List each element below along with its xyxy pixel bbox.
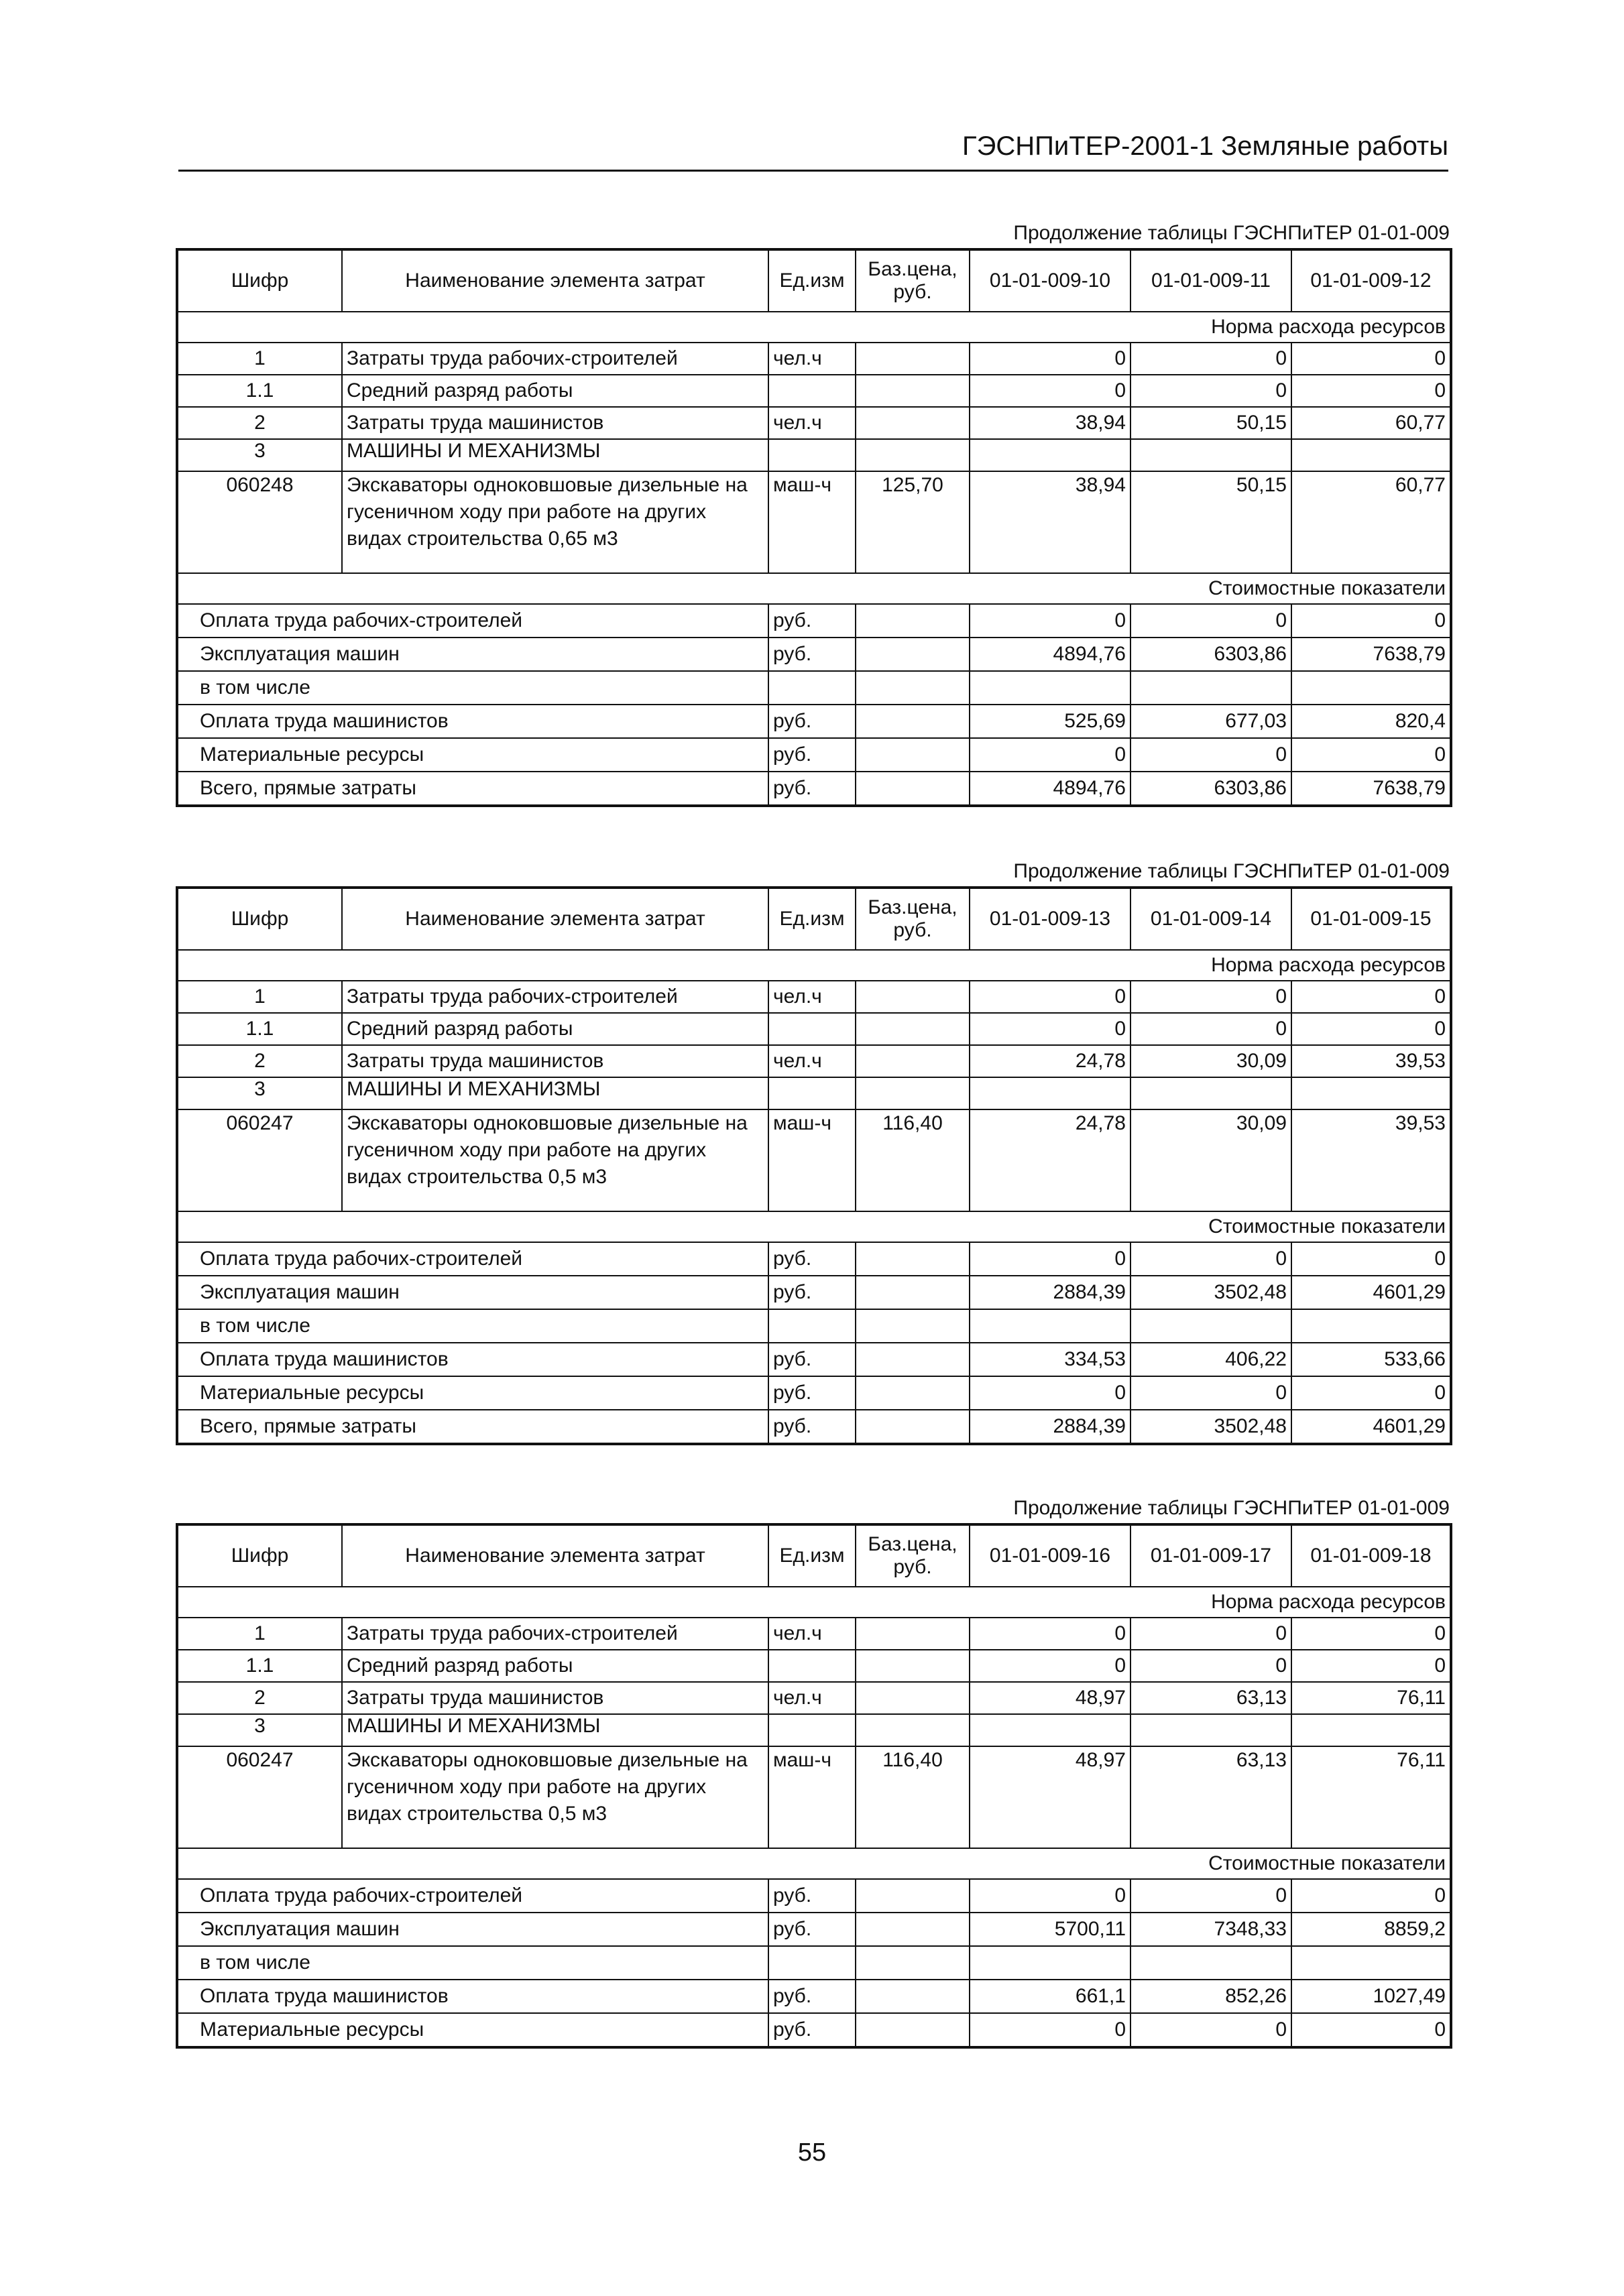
cost-label: Оплата труда рабочих-строителей [177, 604, 768, 638]
cost-value: 0 [1130, 2013, 1291, 2047]
cost-unit [768, 671, 856, 705]
cost-value: 4601,29 [1291, 1276, 1451, 1309]
table-row [177, 407, 1451, 439]
cost-value: 0 [970, 1376, 1130, 1410]
cost-value: 0 [1130, 738, 1291, 772]
cost-unit [768, 1946, 856, 1980]
row-unit: чел.ч [768, 1682, 856, 1714]
machine-price: 116,40 [856, 1109, 970, 1211]
section-row [177, 1077, 1451, 1109]
col-header-norm-code: 01-01-009-15 [1291, 888, 1451, 950]
row-unit: чел.ч [768, 1045, 856, 1077]
row-unit: чел.ч [768, 407, 856, 439]
row-value: 0 [1130, 343, 1291, 375]
machine-value: 39,53 [1291, 1109, 1451, 1211]
cost-unit: руб. [768, 1343, 856, 1376]
cost-subheader: Стоимостные показатели [177, 1211, 1451, 1242]
cost-unit: руб. [768, 638, 856, 671]
cost-unit: руб. [768, 1410, 856, 1444]
cost-value: 3502,48 [1130, 1410, 1291, 1444]
row-price [856, 407, 970, 439]
row-code: 1.1 [177, 1013, 342, 1045]
table-caption: Продолжение таблицы ГЭСНПиТЕР 01-01-009 [1013, 1497, 1450, 1519]
cost-unit [768, 1309, 856, 1343]
row-value: 0 [1130, 1650, 1291, 1682]
row-name: Затраты труда машинистов [342, 407, 768, 439]
row-code: 1 [177, 343, 342, 375]
cost-value: 4894,76 [970, 638, 1130, 671]
row-name: Затраты труда рабочих-строителей [342, 1618, 768, 1650]
page-number: 55 [797, 2138, 827, 2167]
cost-value: 6303,86 [1130, 638, 1291, 671]
machine-value: 63,13 [1130, 1746, 1291, 1848]
machine-value: 48,97 [970, 1746, 1130, 1848]
col-header-unit: Ед.изм [768, 1524, 856, 1587]
row-code: 1.1 [177, 1650, 342, 1682]
cost-row [177, 1276, 1451, 1309]
row-value: 0 [1130, 1013, 1291, 1045]
row-unit [768, 1650, 856, 1682]
row-code: 2 [177, 407, 342, 439]
row-value: 0 [1130, 981, 1291, 1013]
cost-value: 0 [1291, 604, 1451, 638]
col-header-price: Баз.цена, руб. [856, 888, 970, 950]
row-value: 0 [1291, 1618, 1451, 1650]
col-header-norm-code: 01-01-009-14 [1130, 888, 1291, 950]
cost-label: в том числе [177, 1309, 768, 1343]
row-price [856, 343, 970, 375]
cost-value [1291, 1946, 1451, 1980]
row-value: 0 [1291, 1013, 1451, 1045]
cost-unit: руб. [768, 738, 856, 772]
cost-label: Всего, прямые затраты [177, 772, 768, 806]
table-row [177, 1045, 1451, 1077]
cost-row [177, 1410, 1451, 1444]
cost-subheader: Стоимостные показатели [177, 573, 1451, 604]
cost-label: Материальные ресурсы [177, 738, 768, 772]
cost-value: 1027,49 [1291, 1980, 1451, 2013]
machine-unit: маш-ч [768, 1109, 856, 1211]
cost-value: 4601,29 [1291, 1410, 1451, 1444]
cost-value: 406,22 [1130, 1343, 1291, 1376]
cost-label: Всего, прямые затраты [177, 1410, 768, 1444]
row-name: Затраты труда рабочих-строителей [342, 343, 768, 375]
section-title: МАШИНЫ И МЕХАНИЗМЫ [342, 439, 768, 471]
cost-value: 0 [1130, 1242, 1291, 1276]
cost-label: Оплата труда машинистов [177, 1343, 768, 1376]
cost-unit: руб. [768, 1242, 856, 1276]
row-value: 39,53 [1291, 1045, 1451, 1077]
table-row [177, 1650, 1451, 1682]
row-value: 0 [970, 981, 1130, 1013]
machine-row [177, 1746, 1451, 1848]
cost-label: Материальные ресурсы [177, 2013, 768, 2047]
col-header-norm-code: 01-01-009-11 [1130, 249, 1291, 312]
cost-table [176, 248, 1452, 807]
row-price [856, 1045, 970, 1077]
table-row [177, 1013, 1451, 1045]
col-header-norm-code: 01-01-009-13 [970, 888, 1130, 950]
cost-value: 334,53 [970, 1343, 1130, 1376]
row-value: 48,97 [970, 1682, 1130, 1714]
row-price [856, 1013, 970, 1045]
row-code: 1 [177, 981, 342, 1013]
table-header-row [177, 249, 1451, 312]
cost-value: 0 [1291, 1879, 1451, 1913]
norm-subheader: Норма расхода ресурсов [177, 1587, 1451, 1618]
machine-row [177, 1109, 1451, 1211]
cost-row [177, 705, 1451, 738]
row-value: 60,77 [1291, 407, 1451, 439]
cost-value: 661,1 [970, 1980, 1130, 2013]
row-value: 50,15 [1130, 407, 1291, 439]
table-row [177, 981, 1451, 1013]
cost-table [176, 886, 1452, 1445]
machine-value: 38,94 [970, 471, 1130, 573]
row-value: 0 [970, 1650, 1130, 1682]
cost-value: 0 [1291, 1242, 1451, 1276]
cost-label: Оплата труда машинистов [177, 1980, 768, 2013]
col-header-price: Баз.цена, руб. [856, 249, 970, 312]
cost-label: Оплата труда рабочих-строителей [177, 1242, 768, 1276]
row-value: 0 [970, 1013, 1130, 1045]
row-unit: чел.ч [768, 343, 856, 375]
running-header: ГЭСНПиТЕР-2001-1 Земляные работы [178, 131, 1448, 172]
cost-value: 0 [1130, 1376, 1291, 1410]
cost-table-block [176, 219, 1450, 807]
col-header-code: Шифр [177, 888, 342, 950]
cost-table [176, 1523, 1452, 2049]
cost-unit: руб. [768, 1376, 856, 1410]
row-name: Затраты труда машинистов [342, 1045, 768, 1077]
cost-value: 0 [970, 738, 1130, 772]
machine-value: 30,09 [1130, 1109, 1291, 1211]
machine-value: 60,77 [1291, 471, 1451, 573]
cost-label: Эксплуатация машин [177, 1276, 768, 1309]
cost-value: 6303,86 [1130, 772, 1291, 806]
cost-value: 5700,11 [970, 1913, 1130, 1946]
cost-value: 0 [970, 1879, 1130, 1913]
row-value: 0 [1291, 343, 1451, 375]
section-code: 3 [177, 1077, 342, 1109]
cost-value: 0 [1130, 1879, 1291, 1913]
cost-row [177, 1242, 1451, 1276]
cost-row [177, 1879, 1451, 1913]
cost-row [177, 1980, 1451, 2013]
cost-value: 7638,79 [1291, 638, 1451, 671]
cost-value: 0 [970, 2013, 1130, 2047]
norm-subheader: Норма расхода ресурсов [177, 312, 1451, 343]
section-title: МАШИНЫ И МЕХАНИЗМЫ [342, 1714, 768, 1746]
cost-value: 7638,79 [1291, 772, 1451, 806]
col-header-norm-code: 01-01-009-18 [1291, 1524, 1451, 1587]
col-header-norm-code: 01-01-009-17 [1130, 1524, 1291, 1587]
row-price [856, 1650, 970, 1682]
machine-price: 116,40 [856, 1746, 970, 1848]
cost-unit: руб. [768, 2013, 856, 2047]
machine-code: 060247 [177, 1109, 342, 1211]
machine-unit: маш-ч [768, 1746, 856, 1848]
cost-unit: руб. [768, 705, 856, 738]
row-value: 0 [970, 343, 1130, 375]
row-name: Затраты труда машинистов [342, 1682, 768, 1714]
cost-value [1291, 1309, 1451, 1343]
machine-code: 060247 [177, 1746, 342, 1848]
cost-row [177, 1343, 1451, 1376]
row-value: 30,09 [1130, 1045, 1291, 1077]
machine-price: 125,70 [856, 471, 970, 573]
cost-value: 677,03 [1130, 705, 1291, 738]
machine-value: 76,11 [1291, 1746, 1451, 1848]
cost-value: 2884,39 [970, 1276, 1130, 1309]
cost-row [177, 1309, 1451, 1343]
cost-unit: руб. [768, 1276, 856, 1309]
col-header-name: Наименование элемента затрат [342, 249, 768, 312]
cost-value [1291, 671, 1451, 705]
machine-name: Экскаваторы одноковшовые дизельные на гусеничном ходу при работе на других видах строительства 0,65 м3 [342, 471, 768, 573]
cost-value: 0 [1291, 2013, 1451, 2047]
table-row [177, 1682, 1451, 1714]
cost-value: 0 [1291, 1376, 1451, 1410]
cost-value: 0 [970, 604, 1130, 638]
section-row [177, 439, 1451, 471]
table-caption: Продолжение таблицы ГЭСНПиТЕР 01-01-009 [1013, 222, 1450, 244]
table-row [177, 1618, 1451, 1650]
machine-code: 060248 [177, 471, 342, 573]
section-row [177, 1714, 1451, 1746]
cost-table-block [176, 857, 1450, 1445]
row-code: 2 [177, 1045, 342, 1077]
table-row [177, 375, 1451, 407]
row-code: 1.1 [177, 375, 342, 407]
table-header-row [177, 1524, 1451, 1587]
cost-row [177, 671, 1451, 705]
row-code: 2 [177, 1682, 342, 1714]
cost-unit: руб. [768, 1980, 856, 2013]
cost-label: в том числе [177, 671, 768, 705]
cost-value [970, 671, 1130, 705]
row-price [856, 1682, 970, 1714]
cost-value [1130, 1309, 1291, 1343]
col-header-norm-code: 01-01-009-10 [970, 249, 1130, 312]
row-value: 0 [970, 1618, 1130, 1650]
cost-label: Эксплуатация машин [177, 1913, 768, 1946]
cost-value: 820,4 [1291, 705, 1451, 738]
row-unit [768, 375, 856, 407]
machine-name: Экскаваторы одноковшовые дизельные на гусеничном ходу при работе на других видах строительства 0,5 м3 [342, 1746, 768, 1848]
machine-value: 50,15 [1130, 471, 1291, 573]
row-value: 38,94 [970, 407, 1130, 439]
section-code: 3 [177, 1714, 342, 1746]
row-name: Затраты труда рабочих-строителей [342, 981, 768, 1013]
machine-name: Экскаваторы одноковшовые дизельные на гусеничном ходу при работе на других видах строительства 0,5 м3 [342, 1109, 768, 1211]
cost-table-block [176, 1494, 1450, 2049]
row-price [856, 981, 970, 1013]
col-header-unit: Ед.изм [768, 888, 856, 950]
section-code: 3 [177, 439, 342, 471]
table-header-row [177, 888, 1451, 950]
machine-row [177, 471, 1451, 573]
col-header-norm-code: 01-01-009-12 [1291, 249, 1451, 312]
col-header-code: Шифр [177, 249, 342, 312]
row-code: 1 [177, 1618, 342, 1650]
cost-value: 2884,39 [970, 1410, 1130, 1444]
col-header-name: Наименование элемента затрат [342, 888, 768, 950]
cost-label: Эксплуатация машин [177, 638, 768, 671]
row-value: 0 [1291, 981, 1451, 1013]
cost-value: 0 [1291, 738, 1451, 772]
cost-unit: руб. [768, 604, 856, 638]
cost-value [970, 1946, 1130, 1980]
row-unit: чел.ч [768, 1618, 856, 1650]
row-value: 76,11 [1291, 1682, 1451, 1714]
cost-value: 0 [1130, 604, 1291, 638]
machine-unit: маш-ч [768, 471, 856, 573]
row-name: Средний разряд работы [342, 1650, 768, 1682]
section-title: МАШИНЫ И МЕХАНИЗМЫ [342, 1077, 768, 1109]
cost-unit: руб. [768, 1913, 856, 1946]
row-unit [768, 1013, 856, 1045]
cost-value: 0 [970, 1242, 1130, 1276]
cost-row [177, 638, 1451, 671]
cost-value: 4894,76 [970, 772, 1130, 806]
cost-row [177, 772, 1451, 806]
row-price [856, 1618, 970, 1650]
cost-unit: руб. [768, 1879, 856, 1913]
cost-label: Материальные ресурсы [177, 1376, 768, 1410]
row-price [856, 375, 970, 407]
col-header-unit: Ед.изм [768, 249, 856, 312]
row-value: 0 [1130, 375, 1291, 407]
cost-value: 525,69 [970, 705, 1130, 738]
row-unit: чел.ч [768, 981, 856, 1013]
cost-row [177, 1913, 1451, 1946]
norm-subheader: Норма расхода ресурсов [177, 950, 1451, 981]
row-name: Средний разряд работы [342, 375, 768, 407]
cost-subheader: Стоимостные показатели [177, 1848, 1451, 1879]
cost-value: 533,66 [1291, 1343, 1451, 1376]
cost-label: в том числе [177, 1946, 768, 1980]
col-header-price: Баз.цена, руб. [856, 1524, 970, 1587]
cost-value [970, 1309, 1130, 1343]
cost-unit: руб. [768, 772, 856, 806]
cost-row [177, 1376, 1451, 1410]
cost-row [177, 1946, 1451, 1980]
table-row [177, 343, 1451, 375]
cost-row [177, 738, 1451, 772]
machine-value: 24,78 [970, 1109, 1130, 1211]
row-value: 63,13 [1130, 1682, 1291, 1714]
cost-value: 8859,2 [1291, 1913, 1451, 1946]
cost-row [177, 604, 1451, 638]
cost-value [1130, 671, 1291, 705]
cost-value [1130, 1946, 1291, 1980]
cost-value: 3502,48 [1130, 1276, 1291, 1309]
row-value: 0 [1130, 1618, 1291, 1650]
cost-value: 852,26 [1130, 1980, 1291, 2013]
row-name: Средний разряд работы [342, 1013, 768, 1045]
row-value: 0 [1291, 1650, 1451, 1682]
col-header-norm-code: 01-01-009-16 [970, 1524, 1130, 1587]
row-value: 0 [1291, 375, 1451, 407]
cost-value: 7348,33 [1130, 1913, 1291, 1946]
cost-label: Оплата труда машинистов [177, 705, 768, 738]
table-caption: Продолжение таблицы ГЭСНПиТЕР 01-01-009 [1013, 860, 1450, 882]
row-value: 0 [970, 375, 1130, 407]
cost-label: Оплата труда рабочих-строителей [177, 1879, 768, 1913]
row-value: 24,78 [970, 1045, 1130, 1077]
cost-row [177, 2013, 1451, 2047]
col-header-name: Наименование элемента затрат [342, 1524, 768, 1587]
col-header-code: Шифр [177, 1524, 342, 1587]
